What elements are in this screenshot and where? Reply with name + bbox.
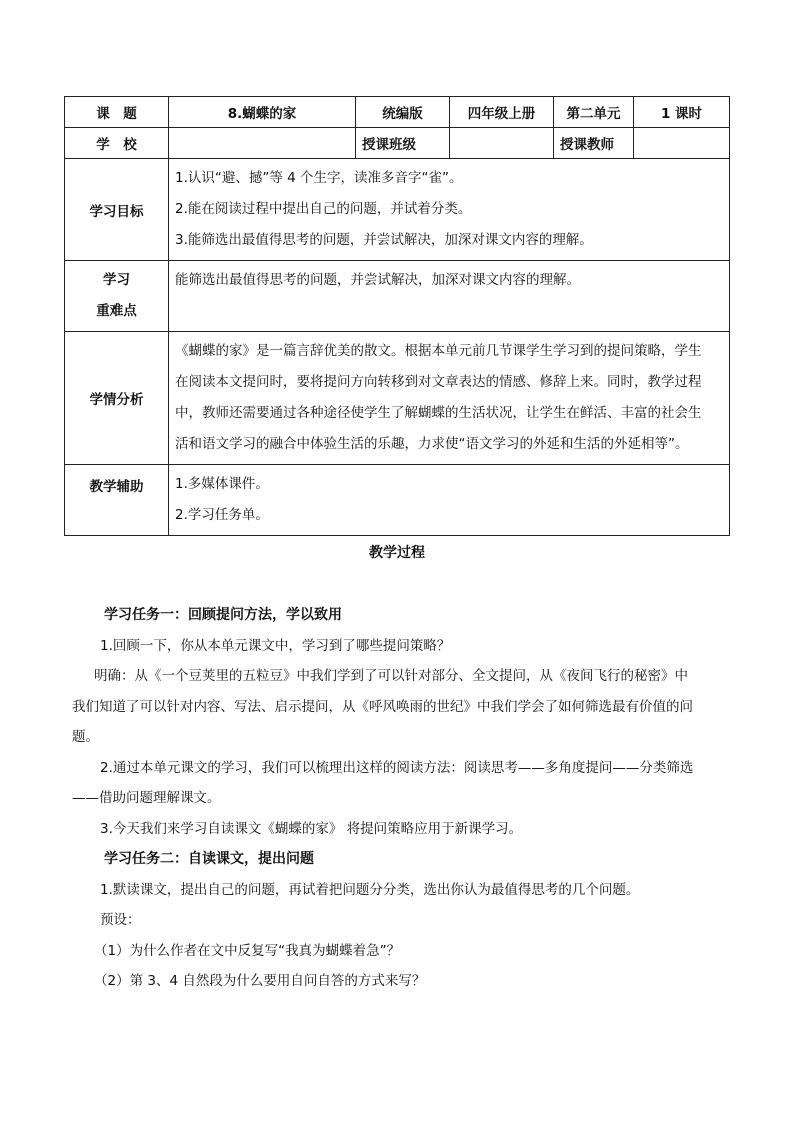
preset-label: 预设： (100, 912, 141, 928)
goal-item: 2.能在阅读过程中提出自己的问题，并试着分类。 (175, 201, 472, 217)
analysis-content: 《蝴蝶的家》是一篇言辞优美的散文。根据本单元前几节课学生学习到的提问策略，学生 在阅读本文提问时，要将提问方向转移到对文章表达的情感、修辞上来。同时，教学过程 中，教师还需要通过各种途径使学生了解蝴蝶的生活状况，让学生在鲜活、丰富的社会生 活和语文学习的融合中体验生活的乐趣，力求使“语文学习的外延和生活的外延相等”。 (169, 332, 730, 465)
task1-answer-line: 题。 (72, 729, 99, 745)
table-row-aids (65, 465, 730, 536)
aid-item: 2.学习任务单。 (175, 507, 269, 523)
class-label: 授课班级 (356, 128, 450, 159)
key-points-content: 能筛选出最值得思考的问题，并尝试解决，加深对课文内容的理解。 (169, 261, 730, 332)
preset-item: （1）为什么作者在文中反复写“我真为蝴蝶着急”？ (94, 942, 401, 959)
unit: 第二单元 (554, 97, 634, 128)
aids-label: 教学辅助 (65, 465, 169, 536)
task1-answer-line: 明确：从《一个豆荚里的五粒豆》中我们学到了可以针对部分、全文提问，从《夜间飞行的秘密》中 (94, 668, 688, 684)
task1-answer-line: 我们知道了可以针对内容、写法、启示提问，从《呼风唤雨的世纪》中我们学会了如何筛选最有价值的问 (72, 698, 693, 715)
goal-item: 3.能筛选出最值得思考的问题，并尝试解决，加深对课文内容的理解。 (175, 232, 593, 248)
grade: 四年级上册 (450, 97, 554, 128)
preset-item: （2）第 3、4 自然段为什么要用自问自答的方式来写？ (94, 973, 426, 989)
lesson-title: 8.蝴蝶的家 (169, 97, 356, 128)
teacher-label: 授课教师 (554, 128, 634, 159)
analysis-label: 学情分析 (65, 332, 169, 465)
task1-question-1: 1.回顾一下，你从本单元课文中，学习到了哪些提问策略？ (100, 637, 451, 654)
table-row-goals (65, 159, 730, 261)
goals-content (169, 159, 730, 261)
key-points-label: 学习 重难点 (65, 261, 169, 332)
topic-label: 课 题 (65, 97, 169, 128)
task1-heading: 学习任务一：回顾提问方法，学以致用 (104, 607, 342, 623)
task2-heading: 学习任务二：自读课文，提出问题 (104, 851, 314, 867)
table-row-school (65, 128, 730, 159)
lesson-info-table (64, 96, 730, 536)
aids-content (169, 465, 730, 536)
teacher-value (634, 128, 730, 159)
task1-question-2-cont: ——借助问题理解课文。 (72, 790, 221, 806)
lesson-hours: 1 课时 (634, 97, 730, 128)
school-label: 学 校 (65, 128, 169, 159)
table-row-analysis (65, 332, 730, 465)
table-row-key-points (65, 261, 730, 332)
edition: 统编版 (356, 97, 450, 128)
section-title: 教学过程 (369, 545, 425, 561)
aid-item: 1.多媒体课件。 (175, 476, 269, 492)
table-row-topic (65, 97, 730, 128)
class-value (450, 128, 554, 159)
goal-item: 1.认识“避、撼”等 4 个生字，读准多音字“雀”。 (175, 170, 463, 186)
task2-question-1: 1.默读课文，提出自己的问题，再试着把问题分分类，选出你认为最值得思考的几个问题。 (100, 881, 640, 898)
school-value (169, 128, 356, 159)
goals-label: 学习目标 (65, 159, 169, 261)
teaching-process (72, 600, 728, 997)
task1-question-3: 3.今天我们来学习自读课文《蝴蝶的家》 将提问策略应用于新课学习。 (100, 820, 523, 837)
task1-question-2: 2.通过本单元课文的学习，我们可以梳理出这样的阅读方法：阅读思考——多角度提问——分类筛选 (100, 759, 694, 776)
